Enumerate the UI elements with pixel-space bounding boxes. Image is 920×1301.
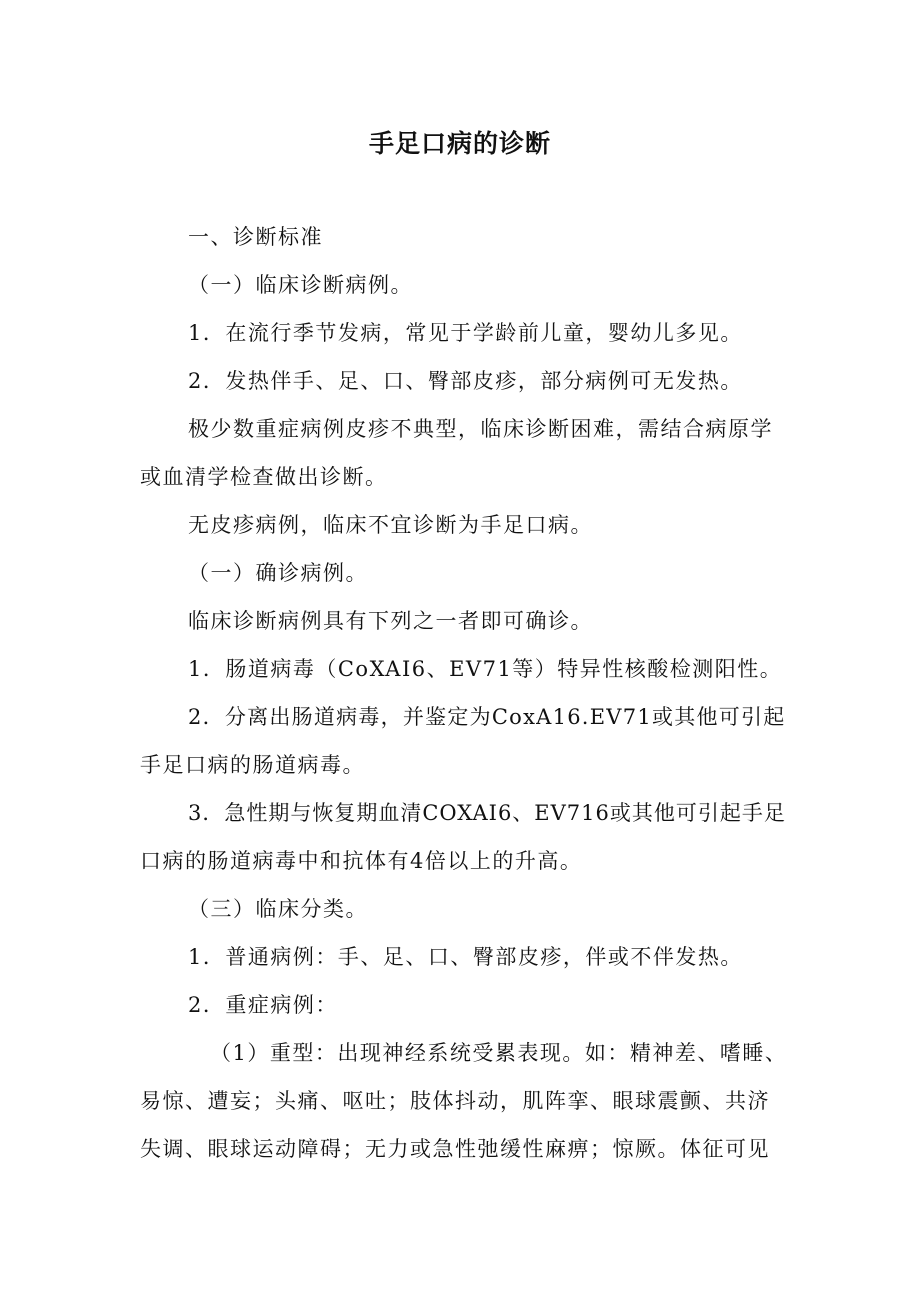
paragraph-line: 1．普通病例：手、足、口、臀部皮疹，伴或不伴发热。	[188, 945, 743, 969]
paragraph-line: 2．重症病例：	[188, 993, 338, 1017]
paragraph-line: 手足口病的肠道病毒。	[140, 753, 365, 777]
paragraph-line: 2．分离出肠道病毒，并鉴定为CoxA16.EV71或其他可引起	[188, 705, 786, 729]
paragraph-line: 1．肠道病毒（CoXAI6、EV71等）特异性核酸检测阳性。	[188, 657, 783, 681]
paragraph-line: 3．急性期与恢复期血清COXAI6、EV716或其他可引起手足	[188, 801, 786, 825]
paragraph-line: （1）重型：出现神经系统受累表现。如：精神差、嗜睡、	[210, 1041, 788, 1065]
paragraph-line: 临床诊断病例具有下列之一者即可确诊。	[188, 609, 593, 633]
paragraph-line: 极少数重症病例皮疹不典型，临床诊断困难，需结合病原学	[188, 417, 773, 441]
paragraph-line: 无皮疹病例，临床不宜诊断为手足口病。	[188, 513, 593, 537]
paragraph-line: 失调、眼球运动障碍；无力或急性弛缓性麻痹；惊厥。体征可见	[140, 1137, 770, 1161]
section-heading-diagnostic-criteria: 一、诊断标准	[188, 225, 323, 249]
subsection-heading-clinical-cases: （一）临床诊断病例。	[188, 273, 413, 297]
paragraph-line: 或血清学检查做出诊断。	[140, 465, 388, 489]
subsection-heading-confirmed-cases: （一）确诊病例。	[188, 561, 368, 585]
paragraph-line: 2．发热伴手、足、口、臀部皮疹，部分病例可无发热。	[188, 369, 743, 393]
document-title: 手足口病的诊断	[368, 129, 551, 158]
subsection-heading-clinical-classification: （三）临床分类。	[188, 897, 368, 921]
paragraph-line: 口病的肠道病毒中和抗体有4倍以上的升高。	[140, 849, 583, 873]
paragraph-line: 1．在流行季节发病，常见于学龄前儿童，婴幼儿多见。	[188, 321, 743, 345]
paragraph-line: 易惊、遭妄；头痛、呕吐；肢体抖动，肌阵挛、眼球震颤、共济	[140, 1089, 770, 1113]
